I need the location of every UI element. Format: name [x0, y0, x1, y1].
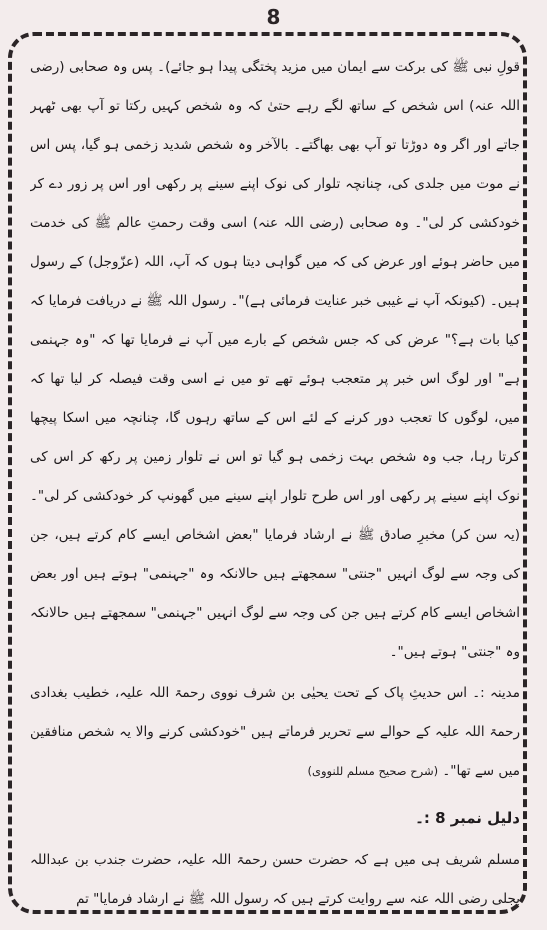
- page-text: [30, 48, 520, 910]
- next-hadith-paragraph: مسلم شریف ہی میں ہے کہ حضرت حسن رحمۃ اللہ علیہ، حضرت جندب بن عبداللہ بجلی رضی اللہ عنہ سے روایت کرتے ہیں کہ رسول اللہ ﷺ نے ارشاد فرمایا" تم: [30, 852, 520, 907]
- page-number: 8: [266, 5, 281, 29]
- commentary-paragraph: [30, 674, 520, 791]
- section-heading: دلیل نمبر 8 :۔: [415, 809, 520, 827]
- commentary-text: مدینہ :۔ اس حدیثِ پاک کے تحت یحیٰی بن شرف نووی رحمۃ اللہ علیہ، خطیب بغدادی رحمۃ اللہ علیہ کے حوالے سے تحریر فرماتے ہیں "خودکشی کرنے والا یہ شخص منافقین میں سے تھا"۔: [30, 685, 520, 779]
- hadith-paragraph: قولِ نبی ﷺ کی برکت سے ایمان میں مزید پختگی پیدا ہو جائے)۔ پس وہ صحابی (رضی اللہ عنہ) اس شخص کے ساتھ لگے رہے حتیٰ کہ وہ شخص کہیں رکتا تو آپ بھی ٹھہر جاتے اور اگر وہ دوڑتا تو آپ بھی بھاگتے۔ بالآخر وہ شخص شدید زخمی ہو گیا، پس اس نے موت میں جلدی کی، چنانچہ تلوار کی نوک اپنے سینے پر رکھی اور اس پر زور دے کر خودکشی کر لی"۔ وہ صحابی (رضی اللہ عنہ) اسی وقت رحمتِ عالم ﷺ کی خدمت میں حاضر ہوئے اور عرض کی کہ میں گواہی دیتا ہوں کہ آپ، اللہ (عزّوجل) کے رسول ہیں۔ (کیونکہ آپ نے غیبی خبر عنایت فرمائی ہے)"۔ رسول اللہ ﷺ نے دریافت فرمایا کہ کیا بات ہے؟" عرض کی کہ جس شخص کے بارے میں آپ نے فرمایا تھا کہ "وہ جہنمی ہے" اور لوگ اس خبر پر متعجب ہوئے تھے تو میں نے اسی وقت فیصلہ کر لیا تھا کہ میں، لوگوں کا تعجب دور کرنے کے لئے اس کے ساتھ رہوں گا، چنانچہ میں اسکا پیچھا کرتا رہا، جب وہ شخص بہت زخمی ہو گیا تو اس نے تلوار زمین پر رکھ کر اس کی نوک اپنے سینے پر رکھی اور اس طرح تلوار اپنے سینے میں گھونپ کر خودکشی کر لی"۔ (یہ سن کر) مخبرِ صادق ﷺ نے ارشاد فرمایا "بعض اشخاص ایسے کام کرتے ہیں، جن کی وجہ سے لوگ انہیں "جنتی" سمجھتے ہیں حالانکہ وہ "جہنمی" ہوتے ہیں اور بعض اشخاص ایسے کام کرتے ہیں جن کی وجہ سے لوگ انہیں "جہنمی" سمجھتے ہیں حالانکہ وہ "جنتی" ہوتے ہیں"۔: [30, 59, 520, 660]
- reference-citation: (شرح صحیح مسلم للنووی): [307, 764, 439, 778]
